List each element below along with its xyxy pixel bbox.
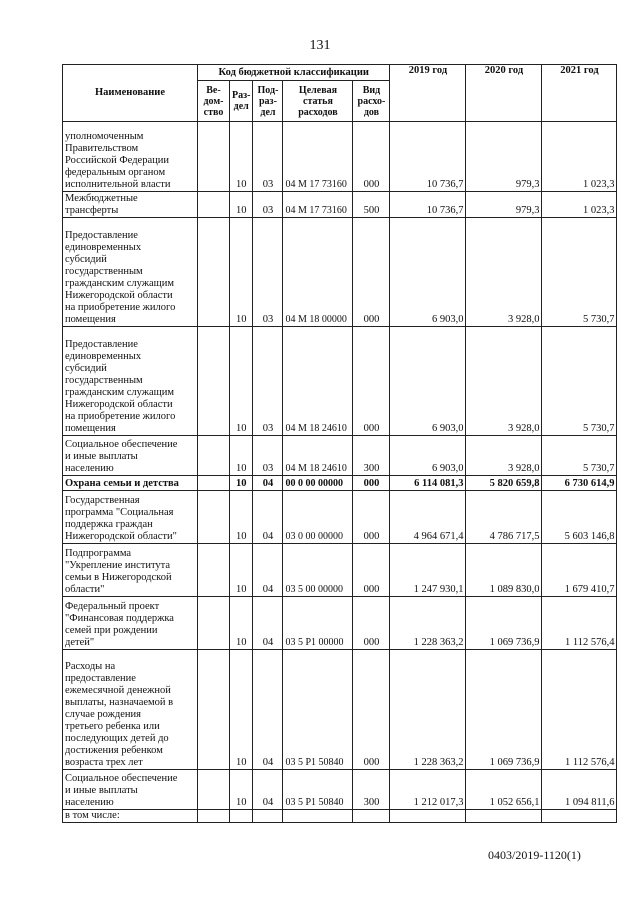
cell-2021: 1 023,3: [542, 192, 617, 218]
cell-vedomstvo: [198, 327, 230, 436]
cell-podrazdel: 03: [253, 192, 283, 218]
document-code: 0403/2019-1120(1): [488, 848, 581, 862]
cell-2019: [390, 810, 466, 823]
cell-vedomstvo: [198, 544, 230, 597]
table-row: [63, 770, 617, 810]
cell-csr: 03 5 P1 50840: [283, 650, 353, 770]
cell-name: Государственная программа "Социальная поддержка граждан Нижегородской области": [63, 491, 198, 544]
cell-razdel: 10: [230, 770, 253, 810]
page-number: 131: [309, 38, 331, 53]
cell-podrazdel: 04: [253, 770, 283, 810]
table-row: [63, 810, 617, 823]
cell-razdel: 10: [230, 544, 253, 597]
cell-csr: [283, 810, 353, 823]
cell-csr: 04 М 18 24610: [283, 436, 353, 476]
cell-podrazdel: 04: [253, 650, 283, 770]
column-header-csr: Целевая статья расходов: [283, 81, 353, 122]
column-header-name: Наименование: [63, 65, 198, 122]
cell-2021: 1 094 811,6: [542, 770, 617, 810]
cell-vedomstvo: [198, 810, 230, 823]
cell-vid: 000: [353, 597, 390, 650]
cell-2021: 1 112 576,4: [542, 597, 617, 650]
cell-2019: 6 903,0: [390, 327, 466, 436]
cell-2021: 5 730,7: [542, 218, 617, 327]
cell-2019: 10 736,7: [390, 192, 466, 218]
cell-2019: 6 903,0: [390, 436, 466, 476]
cell-razdel: 10: [230, 597, 253, 650]
cell-vedomstvo: [198, 597, 230, 650]
table-row: [63, 544, 617, 597]
cell-csr: 04 М 17 73160: [283, 122, 353, 192]
cell-2019: 6 114 081,3: [390, 476, 466, 491]
cell-2021: 6 730 614,9: [542, 476, 617, 491]
cell-name: Федеральный проект "Финансовая поддержка семей при рождении детей": [63, 597, 198, 650]
cell-razdel: 10: [230, 650, 253, 770]
cell-2020: 1 052 656,1: [466, 770, 542, 810]
cell-2019: 6 903,0: [390, 218, 466, 327]
cell-csr: 03 5 00 00000: [283, 544, 353, 597]
cell-vid: 000: [353, 327, 390, 436]
table-row: [63, 650, 617, 770]
cell-2019: 1 228 363,2: [390, 597, 466, 650]
cell-2021: 5 730,7: [542, 327, 617, 436]
cell-name: Предоставление единовременных субсидий государственным гражданским служащим Нижегородской области на приобретение жилого помещения: [63, 218, 198, 327]
cell-2019: 1 212 017,3: [390, 770, 466, 810]
cell-2019: 1 228 363,2: [390, 650, 466, 770]
cell-2019: 1 247 930,1: [390, 544, 466, 597]
cell-razdel: 10: [230, 122, 253, 192]
cell-name: Подпрограмма "Укрепление института семьи в Нижегородской области": [63, 544, 198, 597]
cell-podrazdel: 04: [253, 491, 283, 544]
cell-2021: 5 730,7: [542, 436, 617, 476]
cell-2020: 3 928,0: [466, 436, 542, 476]
column-header-code-group: Код бюджетной классификации: [198, 65, 390, 81]
cell-2019: 10 736,7: [390, 122, 466, 192]
cell-podrazdel: 04: [253, 476, 283, 491]
cell-2020: [466, 810, 542, 823]
cell-2020: 5 820 659,8: [466, 476, 542, 491]
cell-vedomstvo: [198, 650, 230, 770]
cell-2020: 1 069 736,9: [466, 597, 542, 650]
cell-vid: 300: [353, 436, 390, 476]
cell-2019: 4 964 671,4: [390, 491, 466, 544]
cell-vid: 000: [353, 544, 390, 597]
cell-csr: 04 М 18 24610: [283, 327, 353, 436]
cell-vid: [353, 810, 390, 823]
cell-podrazdel: 04: [253, 544, 283, 597]
cell-2021: 1 112 576,4: [542, 650, 617, 770]
cell-podrazdel: 03: [253, 218, 283, 327]
cell-vid: 000: [353, 122, 390, 192]
cell-csr: 03 0 00 00000: [283, 491, 353, 544]
cell-vid: 000: [353, 476, 390, 491]
cell-vedomstvo: [198, 770, 230, 810]
cell-razdel: [230, 810, 253, 823]
cell-vid: 000: [353, 218, 390, 327]
cell-2020: 979,3: [466, 122, 542, 192]
cell-csr: 03 5 P1 00000: [283, 597, 353, 650]
cell-vedomstvo: [198, 192, 230, 218]
cell-vedomstvo: [198, 218, 230, 327]
cell-name: Межбюджетные трансферты: [63, 192, 198, 218]
cell-vedomstvo: [198, 476, 230, 491]
cell-razdel: 10: [230, 436, 253, 476]
cell-vedomstvo: [198, 122, 230, 192]
cell-podrazdel: [253, 810, 283, 823]
cell-2020: 3 928,0: [466, 327, 542, 436]
cell-2021: 1 679 410,7: [542, 544, 617, 597]
cell-vid: 000: [353, 491, 390, 544]
cell-2020: 1 069 736,9: [466, 650, 542, 770]
column-header-2020: 2020 год: [466, 65, 542, 122]
cell-csr: 00 0 00 00000: [283, 476, 353, 491]
cell-podrazdel: 03: [253, 436, 283, 476]
cell-razdel: 10: [230, 218, 253, 327]
table-row: [63, 192, 617, 218]
cell-vid: 300: [353, 770, 390, 810]
cell-podrazdel: 04: [253, 597, 283, 650]
cell-vid: 500: [353, 192, 390, 218]
cell-name: Предоставление единовременных субсидий государственным гражданским служащим Нижегородской области на приобретение жилого помещения: [63, 327, 198, 436]
column-header-vedomstvo: Ве- дом- ство: [198, 81, 230, 122]
cell-2021: 1 023,3: [542, 122, 617, 192]
cell-2020: 1 089 830,0: [466, 544, 542, 597]
table-row: [63, 218, 617, 327]
cell-podrazdel: 03: [253, 122, 283, 192]
cell-vedomstvo: [198, 491, 230, 544]
cell-name: уполномоченным Правительством Российской Федерации федеральным органом исполнительной власти: [63, 122, 198, 192]
cell-vedomstvo: [198, 436, 230, 476]
column-header-2019: 2019 год: [390, 65, 466, 122]
cell-name: Социальное обеспечение и иные выплаты населению: [63, 436, 198, 476]
table-row: [63, 122, 617, 192]
column-header-vid: Вид расхо- дов: [353, 81, 390, 122]
cell-razdel: 10: [230, 192, 253, 218]
table-row: [63, 436, 617, 476]
cell-csr: 04 М 18 00000: [283, 218, 353, 327]
table-row: [63, 491, 617, 544]
cell-2020: 4 786 717,5: [466, 491, 542, 544]
cell-name: Охрана семьи и детства: [63, 476, 198, 491]
table-row: [63, 327, 617, 436]
cell-csr: 04 М 17 73160: [283, 192, 353, 218]
cell-csr: 03 5 P1 50840: [283, 770, 353, 810]
cell-2020: 3 928,0: [466, 218, 542, 327]
cell-2020: 979,3: [466, 192, 542, 218]
budget-table: [62, 64, 617, 823]
cell-name: в том числе:: [63, 810, 198, 823]
table-row: [63, 597, 617, 650]
table-row: [63, 476, 617, 491]
cell-razdel: 10: [230, 327, 253, 436]
cell-2021: 5 603 146,8: [542, 491, 617, 544]
cell-name: Социальное обеспечение и иные выплаты населению: [63, 770, 198, 810]
cell-name: Расходы на предоставление ежемесячной денежной выплаты, назначаемой в случае рождения третьего ребенка или последующих детей до достижения ребенком возраста трех лет: [63, 650, 198, 770]
cell-2021: [542, 810, 617, 823]
cell-podrazdel: 03: [253, 327, 283, 436]
cell-razdel: 10: [230, 491, 253, 544]
cell-razdel: 10: [230, 476, 253, 491]
column-header-2021: 2021 год: [542, 65, 617, 122]
cell-vid: 000: [353, 650, 390, 770]
column-header-razdel: Раз- дел: [230, 81, 253, 122]
column-header-podrazdel: Под- раз- дел: [253, 81, 283, 122]
